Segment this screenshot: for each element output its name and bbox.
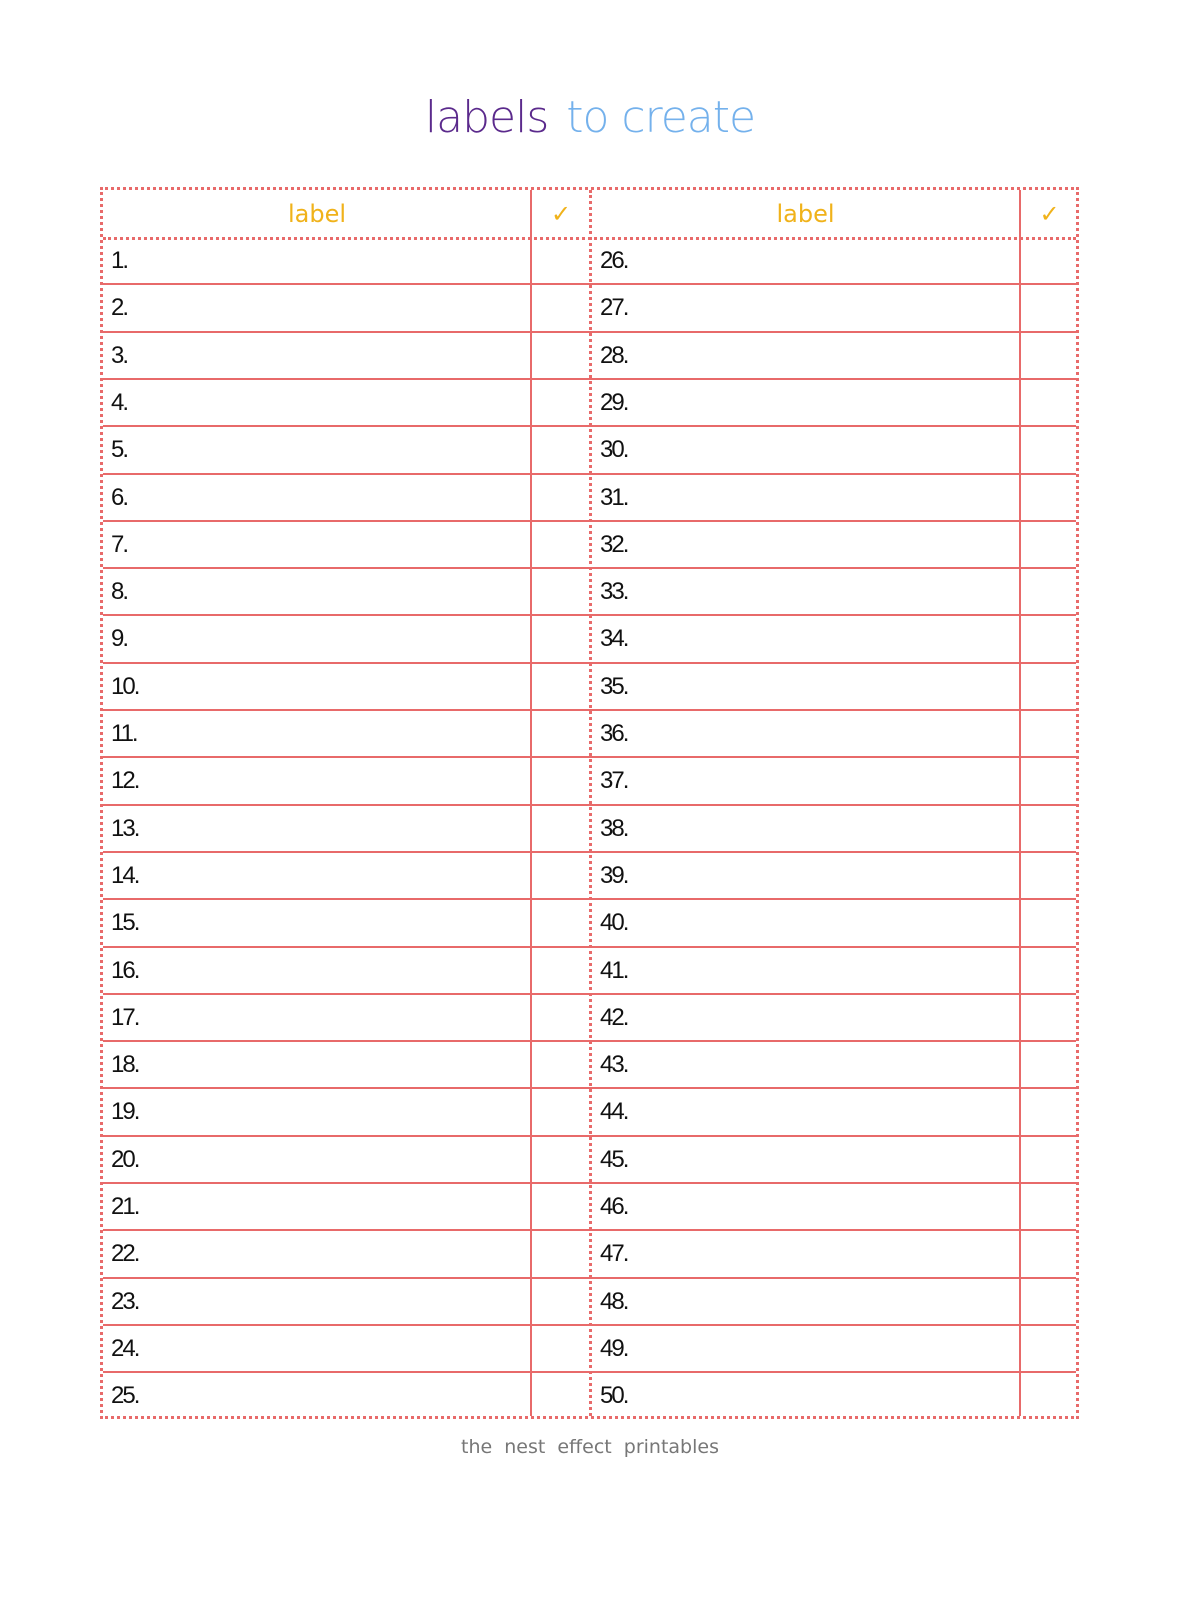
row-divider [103,662,1076,664]
row-divider [103,709,1076,711]
row-divider [103,1371,1076,1373]
row-divider [103,1182,1076,1184]
row-number: 1. [111,247,128,274]
row-number: 19. [111,1098,139,1126]
row-divider [103,1135,1076,1137]
row-number: 9. [111,625,128,653]
title-part-to-create: to create [566,92,756,143]
row-divider [103,614,1076,616]
row-divider [103,756,1076,758]
footer-credit: the nest effect printables [461,1436,719,1458]
row-number: 42. [600,1003,628,1031]
row-divider [103,851,1076,853]
row-number: 41. [600,956,628,984]
header-label-right: label [776,199,835,228]
row-divider [103,567,1076,569]
row-number: 28. [600,341,628,369]
row-divider [103,520,1076,522]
page-title [0,92,1180,143]
row-number: 43. [600,1051,628,1079]
row-divider [103,1324,1076,1326]
row-number: 32. [600,530,628,558]
row-number: 17. [111,1003,139,1031]
row-number: 35. [600,672,628,700]
row-divider [103,1277,1076,1279]
row-number: 21. [111,1193,139,1220]
row-number: 50. [600,1382,628,1410]
row-number: 15. [111,909,139,937]
row-number: 24. [111,1334,139,1362]
row-number: 38. [600,814,628,842]
row-number: 25. [111,1382,139,1410]
row-number: 37. [600,767,628,795]
row-divider [103,946,1076,948]
row-number: 22. [111,1240,139,1268]
row-number: 33. [600,578,628,606]
row-number: 48. [600,1287,628,1315]
row-number: 47. [600,1240,628,1268]
row-number: 4. [111,388,128,416]
row-number: 7. [111,530,128,558]
title-part-labels: labels [424,92,549,143]
header-check-right-icon: ✓ [1039,199,1060,228]
row-divider [103,993,1076,995]
row-divider [103,1229,1076,1231]
row-number: 16. [111,956,139,984]
row-number: 3. [111,341,128,369]
row-number: 2. [111,294,128,322]
row-number: 14. [111,861,139,889]
row-number: 39. [600,861,628,889]
row-divider [103,425,1076,427]
row-number: 6. [111,483,128,511]
row-number: 46. [600,1193,628,1220]
row-number: 18. [111,1051,139,1079]
row-divider [103,331,1076,333]
row-number: 34. [600,625,628,653]
row-divider [103,283,1076,285]
row-number: 30. [600,436,628,464]
row-divider [103,378,1076,380]
labels-table [100,187,1079,1419]
row-number: 27. [600,294,628,322]
row-number: 11. [111,720,137,747]
row-number: 20. [111,1145,139,1173]
row-divider [103,804,1076,806]
row-divider [103,898,1076,900]
row-number: 5. [111,436,128,464]
header-check-left-icon: ✓ [550,199,572,228]
row-number: 44. [600,1098,628,1126]
row-number: 8. [111,578,128,606]
row-number: 36. [600,720,628,747]
row-number: 12. [111,767,139,795]
header-label-left: label [287,199,347,228]
row-number: 40. [600,909,628,937]
row-divider [103,1087,1076,1089]
row-number: 45. [600,1145,628,1173]
row-divider [103,1040,1076,1042]
row-number: 10. [111,672,139,700]
row-number: 23. [111,1287,139,1315]
row-number: 29. [600,388,628,416]
row-divider [103,473,1076,475]
row-number: 13. [111,814,139,842]
row-number: 49. [600,1334,628,1362]
row-number: 31. [600,483,628,511]
row-number: 26. [600,247,628,274]
